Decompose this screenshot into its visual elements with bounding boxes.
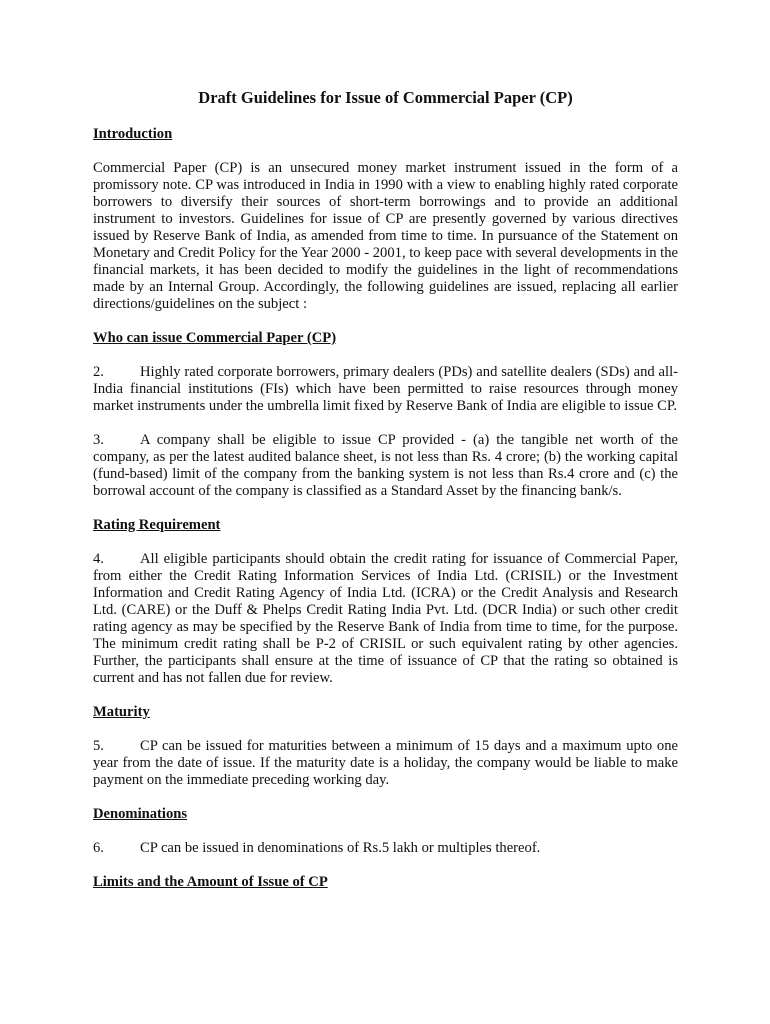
paragraph-text: A company shall be eligible to issue CP provided - (a) the tangible net worth of the company, as per the latest audited balance sheet, is not less than Rs. 4 crore; (b) the working capital (fund-based) limit of the company from the banking system is not less than Rs.4 crore and (c) the borrowal account of the company is classified as a Standard Asset by the financing bank/s. xyxy=(93,432,678,499)
paragraph-4 xyxy=(93,551,678,687)
heading-maturity: Maturity xyxy=(93,704,150,720)
paragraph-5 xyxy=(93,738,678,789)
paragraph-text: All eligible participants should obtain the credit rating for issuance of Commercial Paper, from either the Credit Rating Information Services of India Ltd. (CRISIL) or the Investment Information and Credit Rating Agency of India Ltd. (ICRA) or the Credit Analysis and Research Ltd. (CARE) or the Duff & Phelps Credit Rating India Pvt. Ltd. (DCR India) or such other credit rating agency as may be specified by the Reserve Bank of India from time to time, for the purpose. The minimum credit rating shall be P-2 of CRISIL or such equivalent rating by other agencies. Further, the participants shall ensure at the time of issuance of CP that the rating so obtained is current and has not fallen due for review. xyxy=(93,551,678,686)
paragraph-2 xyxy=(93,364,678,415)
paragraph-number: 2. xyxy=(93,364,104,380)
heading-rating-requirement: Rating Requirement xyxy=(93,517,221,533)
paragraph-number: 3. xyxy=(93,432,104,448)
heading-denominations: Denominations xyxy=(93,806,188,822)
paragraph-text: Highly rated corporate borrowers, primary dealers (PDs) and satellite dealers (SDs) and all-India financial institutions (FIs) which have been permitted to raise resources through money market instruments under the umbrella limit fixed by Reserve Bank of India are eligible to issue CP. xyxy=(93,364,678,414)
paragraph-text: CP can be issued for maturities between a minimum of 15 days and a maximum upto one year from the date of issue. If the maturity date is a holiday, the company would be liable to make payment on the immediate preceding working day. xyxy=(93,738,678,788)
paragraph-6 xyxy=(93,840,678,857)
document-title: Draft Guidelines for Issue of Commercial Paper (CP) xyxy=(198,88,573,107)
paragraph-3 xyxy=(93,432,678,500)
paragraph-introduction: Commercial Paper (CP) is an unsecured money market instrument issued in the form of a promissory note. CP was introduced in India in 1990 with a view to enabling highly rated corporate borrowers to diversify their sources of short-term borrowings and to provide an additional instrument to investors. Guidelines for issue of CP are presently governed by various directives issued by Reserve Bank of India, as amended from time to time. In pursuance of the Statement on Monetary and Credit Policy for the Year 2000 - 2001, to keep pace with several developments in the financial markets, it has been decided to modify the guidelines in the light of recommendations made by an Internal Group. Accordingly, the following guidelines are issued, replacing all earlier directions/guidelines on the subject : xyxy=(93,160,678,312)
heading-limits: Limits and the Amount of Issue of CP xyxy=(93,874,328,890)
document-body xyxy=(93,88,678,908)
paragraph-text: CP can be issued in denominations of Rs.5 lakh or multiples thereof. xyxy=(140,840,541,856)
paragraph-number: 4. xyxy=(93,551,104,567)
paragraph-number: 6. xyxy=(93,840,104,856)
heading-who-can-issue: Who can issue Commercial Paper (CP) xyxy=(93,330,337,346)
paragraph-number: 5. xyxy=(93,738,104,754)
heading-introduction: Introduction xyxy=(93,126,173,142)
